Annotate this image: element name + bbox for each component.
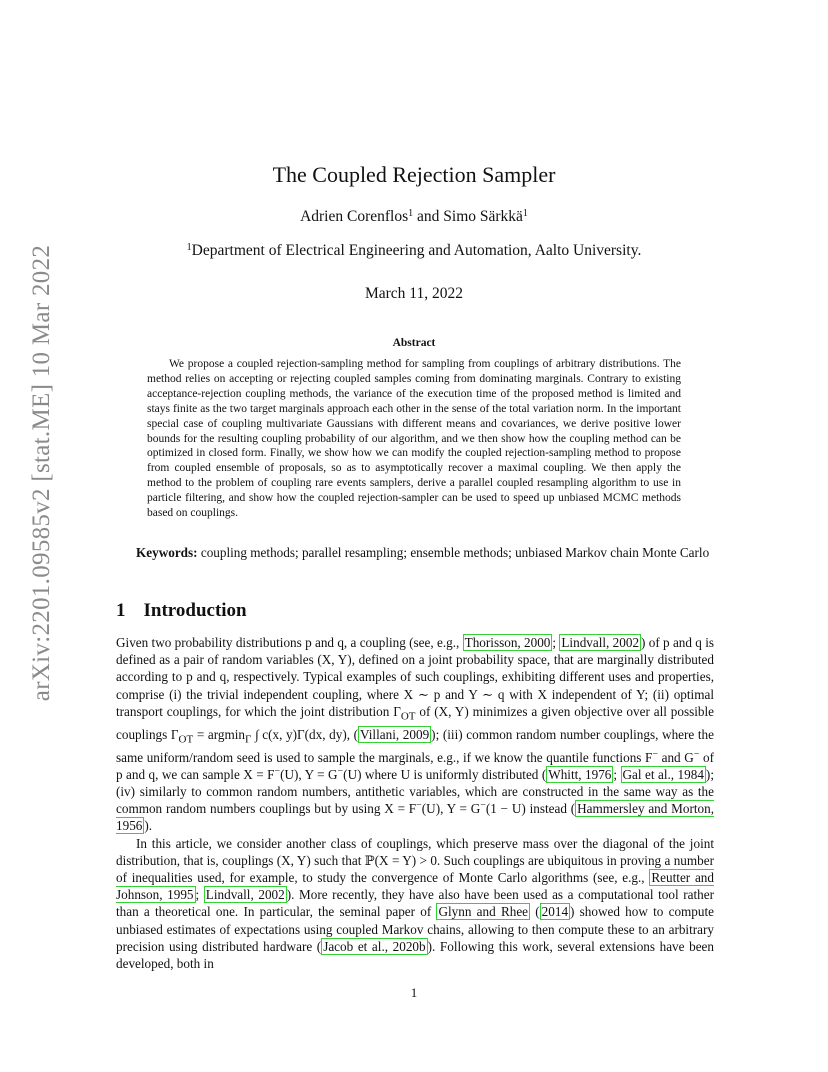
- section-title: Introduction: [143, 600, 247, 621]
- text-run: = argmin: [193, 726, 246, 742]
- text-run: ). Following this work, several extensions have been developed, both in: [116, 938, 715, 971]
- superscript: −: [416, 800, 422, 812]
- text-run: (U), Y = G: [421, 801, 481, 817]
- citation-link[interactable]: Jacob et al., 2020b: [323, 938, 426, 954]
- citation-link[interactable]: 2014: [541, 904, 569, 920]
- keywords-label: Keywords:: [136, 545, 198, 560]
- keywords-text: coupling methods; parallel resampling; ensemble methods; unbiased Markov chain Monte Carlo: [197, 545, 710, 560]
- paper-title: The Coupled Rejection Sampler: [272, 162, 556, 187]
- paragraph-2: [116, 835, 714, 973]
- abstract-heading: Abstract: [392, 337, 436, 349]
- text-run: ;: [195, 887, 204, 903]
- text-run: ). More recently, they have also have been used as a computational tool rather than a theoretical one. In particular, the seminal paper of: [116, 887, 714, 920]
- citation-link[interactable]: Lindvall, 2002: [561, 635, 640, 650]
- text-run: ); (iv) similarly to common random numbers, antithetic variables, which are constructed in the same way as the common random numbers couplings but by using X = F: [116, 766, 714, 817]
- text-run: Given two probability distributions p and q, a coupling (see, e.g.,: [116, 635, 463, 650]
- page-number: 1: [410, 985, 418, 1000]
- citation-link[interactable]: Glynn and Rhee: [438, 904, 529, 920]
- citation-link[interactable]: Villani, 2009: [360, 726, 430, 742]
- abstract-text: We propose a coupled rejection-sampling method for sampling from couplings of arbitrary distributions. The method relies on accepting or rejecting coupled samples coming from dominating marginals. Contrary to existing acceptance-rejection coupling methods, the variance of the execution time of the proposed method is limited and stays finite as the two target marginals approach each other in the sense of the total variation norm. In the important special case of coupling multivariate Gaussians with different means and covariances, we derive positive lower bounds for the resulting coupling probability of our algorithm, and we then show how the coupling method can be optimized in closed form. Finally, we show how we can modify the coupled rejection-sampling method to propose from coupled ensemble of proposals, so as to asymptotically recover a maximal coupling. We then apply the method to the problem of coupling rare events samplers, derive a parallel coupled resampling algorithm to use in particle filtering, and show how the coupled rejection-sampler can be used to speed up unbiased MCMC methods based on couplings.: [147, 358, 681, 520]
- author-1: Adrien Corenflos: [300, 208, 409, 225]
- author-1-affil-mark: 1: [408, 208, 414, 219]
- citation-link[interactable]: Lindvall, 2002: [205, 887, 285, 903]
- text-run: (U), Y = G: [280, 766, 338, 782]
- superscript: −: [480, 800, 486, 812]
- superscript: −: [337, 765, 344, 777]
- arxiv-id: arXiv:2201.09585v2 [stat.ME] 10 Mar 2022: [28, 244, 56, 701]
- text-run: ); (iii) common random number couplings, where the same uniform/random seed is used to sample the marginals, e.g., if we know the quantile functions F: [116, 726, 715, 765]
- subscript: OT: [178, 733, 194, 746]
- text-run: ).: [144, 818, 153, 834]
- text-run: of p and q, we can sample X = F: [116, 749, 714, 782]
- author-separator: and: [413, 208, 444, 225]
- text-run: ) of p and q is defined as a pair of random variables (X, Y), defined on a joint probability space, that are marginally distributed according to p and q, respectively. Typical examples of such couplings, exhibiting different uses and properties, comprise (i) the trivial independent coupling, where X ∼ p and Y ∼ q with X independent of Y; (ii) optimal transport couplings, for which the joint distribution Γ: [116, 635, 715, 719]
- section-heading: [116, 600, 247, 622]
- citation-link[interactable]: Reutter and Johnson, 1995: [116, 869, 714, 903]
- body-text: [116, 634, 714, 972]
- citation-link[interactable]: Thorisson, 2000: [464, 635, 551, 650]
- subscript: OT: [400, 710, 416, 723]
- text-run: ∫ c(x, y)Γ(dx, dy), (: [251, 726, 359, 742]
- text-run: and G: [658, 749, 694, 765]
- text-run: In this article, we consider another class of couplings, which preserve mass over the diagonal of the joint distribution, that is, couplings (X, Y) such that ℙ(X = Y) > 0. Such couplings are ubiquitous in proving a number of inequalities used, for example, to study the convergence of Monte Carlo algorithms (see, e.g.,: [116, 835, 714, 885]
- paragraph-1: [116, 634, 714, 835]
- affiliation-mark: 1: [186, 242, 192, 253]
- section-number: 1: [116, 600, 126, 621]
- text-run: of (X, Y) minimizes a given objective over all possible couplings Γ: [116, 703, 714, 742]
- keywords: [116, 545, 714, 562]
- text-run: (: [530, 904, 540, 920]
- text-run: ;: [613, 766, 621, 782]
- affiliation-text: Department of Electrical Engineering and Automation, Aalto University.: [191, 242, 642, 259]
- superscript: −: [274, 765, 281, 777]
- subscript: Γ: [245, 733, 252, 746]
- affiliation: [114, 242, 714, 260]
- text-run: (1 − U) instead (: [485, 801, 576, 817]
- author-line: [114, 208, 714, 226]
- paper-date: March 11, 2022: [364, 285, 463, 302]
- author-2: Simo Särkkä: [443, 208, 523, 225]
- superscript: −: [652, 748, 658, 760]
- text-run: ) showed how to compute unbiased estimates of expectations using coupled Markov chains, allowing to then compute these to an arbitrary precision using distributed hardware (: [116, 904, 715, 954]
- arxiv-stamp: [14, 244, 70, 701]
- superscript: −: [693, 748, 700, 760]
- citation-link[interactable]: Gal et al., 1984: [622, 766, 704, 782]
- citation-link[interactable]: Hammersley and Morton, 1956: [116, 801, 715, 834]
- citation-link[interactable]: Whitt, 1976: [548, 766, 612, 782]
- text-run: ;: [552, 635, 560, 650]
- author-2-affil-mark: 1: [522, 208, 528, 219]
- text-run: (U) where U is uniformly distributed (: [343, 766, 547, 782]
